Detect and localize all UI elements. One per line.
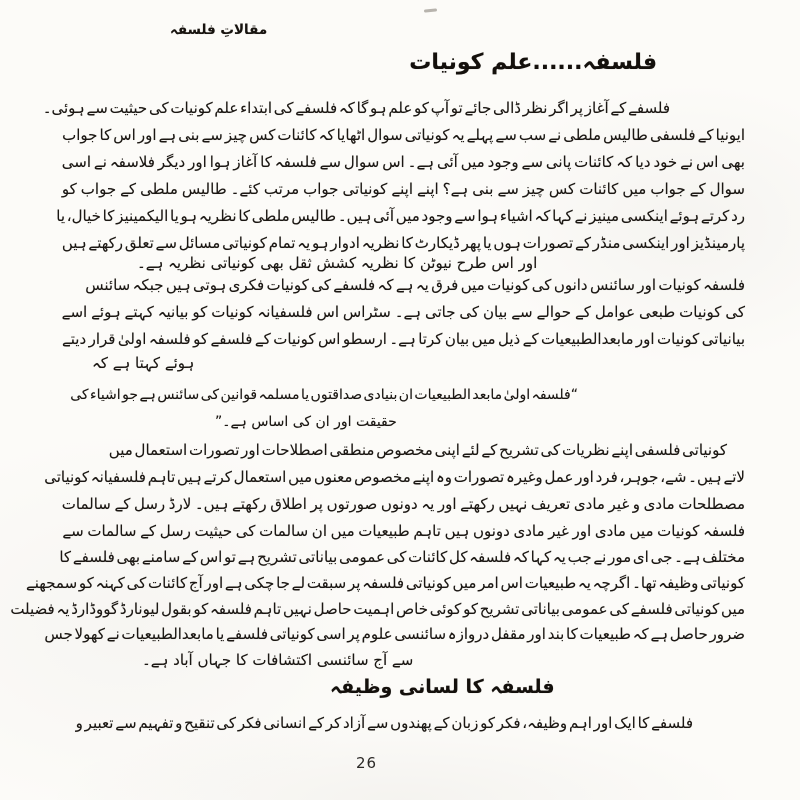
text-line: بھی اس نے خود دیا کہ کائنات پانی سے وجود میں آئی ہے۔ اس سوال سے فلسفہ کا آغاز ہوا اور دیگر فلاسفہ نے اسی — [61, 153, 745, 171]
chapter-title: فلسفہ......علم کونیات — [409, 50, 657, 75]
text-line: اور اس طرح نیوٹن کا نظریہ کشش ثقل بھی کونیاتی نظریہ ہے۔ — [137, 254, 538, 272]
page-number: 26 — [356, 754, 378, 772]
text-line: سے آج سائنسی اکتشافات کا جہاں آباد ہے۔ — [142, 651, 414, 669]
text-line: کی کونیات طبعی عوامل کے حوالے سے بیان کی جاتی ہے۔ سٹراس اس فلسفیانہ کونیات کو بیانیہ کہتے ہوئے اسے — [61, 303, 745, 321]
text-line: مصطلحات مادی و غیر مادی تعریف نہیں رکھتے اور یہ دونوں صورتوں پر اطلاق رکھتے ہیں۔ لارڈ رسل کے سالمات — [61, 495, 745, 513]
text-line: لاتے ہیں۔ شے، جوہر، فرد اور عمل وغیرہ تصورات وہ اپنے مخصوص معنوں میں استعمال کرتے ہیں تاہم فلسفیانہ کونیاتی — [44, 468, 745, 486]
running-header: مقالاتِ فلسفہ — [170, 22, 268, 38]
text-line: ایونیا کے فلسفی طالیس ملطی نے سب سے پہلے یہ کونیاتی سوال اٹھایا کہ کائنات کس چیز سے بنی ہے اور اس کا جواب — [62, 126, 745, 144]
quote-line: حقیقت اور ان کی اساس ہے۔” — [215, 414, 397, 430]
text-line: سوال کے جواب میں کائنات کس چیز سے بنی ہے؟ اپنے اپنے کونیاتی جواب مرتب کئے۔ طالیس ملطی کے جواب کو — [61, 180, 745, 198]
scan-artifact — [424, 8, 437, 12]
text-line: میں کونیاتی فلسفے کی عمومی بیاناتی تشریح کو کوئی خاص اہمیت حاصل نہیں تاہم فلسفہ کو بقول لیونارڈ گووڈارڈ یہ فضیلت — [10, 600, 745, 618]
text-line: بیانیاتی کونیات اور مابعدالطبیعیات کے ذیل میں بیان کرتا ہے۔ ارسطو اس کونیات کے فلسفے کو فلسفہ اولیٰ قرار دیتے — [61, 330, 745, 348]
text-line: رد کرتے ہوئے اینکسی مینیز نے کہا کہ اشیاء ہوا سے وجود میں آئی ہیں۔ طالیس ملطی کا نظریہ ہو یا الیکمینیز کا خیال، یا — [56, 207, 745, 225]
text-line: فلسفے کے آغاز پر اگر نظر ڈالی جائے تو آپ کو علم ہو گا کہ فلسفے کی ابتداء علم کونیات کی حیثیت سے ہوئی۔ — [42, 99, 670, 117]
text-line: فلسفے کا ایک اور اہم وظیفہ، فکر کو زبان کے پھندوں سے آزاد کر کے انسانی فکر کی تنقیح و تفہیم سے تعبیر و — [75, 714, 693, 732]
text-line: ضرور حاصل ہے کہ طبیعیات کا بند اور مقفل دروازہ سائنسی علوم پر اسی کونیاتی فلسفے یا مابعدالطبیعیات نے کھولا جس — [44, 625, 745, 643]
text-line: ہوئے کہتا ہے کہ — [92, 354, 195, 372]
text-line: کونیاتی فلسفی اپنے نظریات کی تشریح کے لئے اپنی مخصوص منطقی اصطلاحات اور تصورات استعمال میں — [108, 441, 727, 459]
text-line: پارمینڈیز اور اینکسی منڈر کے تصورات ہوں یا پھر ڈیکارٹ کا نظریہ ادوار ہو یہ تمام کونیاتی مسائل سے تعلق رکھتے ہیں — [61, 234, 745, 252]
text-line: کونیاتی وظیفہ تھا۔ اگرچہ یہ طبیعیات اس امر میں کونیاتی فلسفہ پر سبقت لے جا چکی ہے اور آج کائنات کی کہنہ کو سمجھنے — [25, 574, 745, 592]
text-line: فلسفہ کونیات اور سائنس دانوں کی کونیات میں فرق یہ ہے کہ فلسفے کی کونیات فکری ہوتی ہیں جبکہ سائنس — [85, 276, 745, 294]
text-line: مختلف ہے۔ جی ای مور نے جب یہ کہا کہ فلسفہ کل کائنات کی عمومی بیاناتی تشریح ہے تو اس کے سامنے بھی فلسفے کا — [59, 548, 745, 566]
text-line: فلسفہ کونیات میں مادی اور غیر مادی دونوں ہیں تاہم طبیعیات میں ان سالمات کی حیثیت رسل کے سالمات سے — [62, 522, 745, 540]
section-heading: فلسفہ کا لسانی وظیفہ — [330, 676, 555, 698]
quote-line: “فلسفہ اولیٰ مابعد الطبیعیات ان بنیادی صداقتوں یا مسلمہ قوانین کی سائنس ہے جو اشیاء کی — [70, 387, 578, 403]
